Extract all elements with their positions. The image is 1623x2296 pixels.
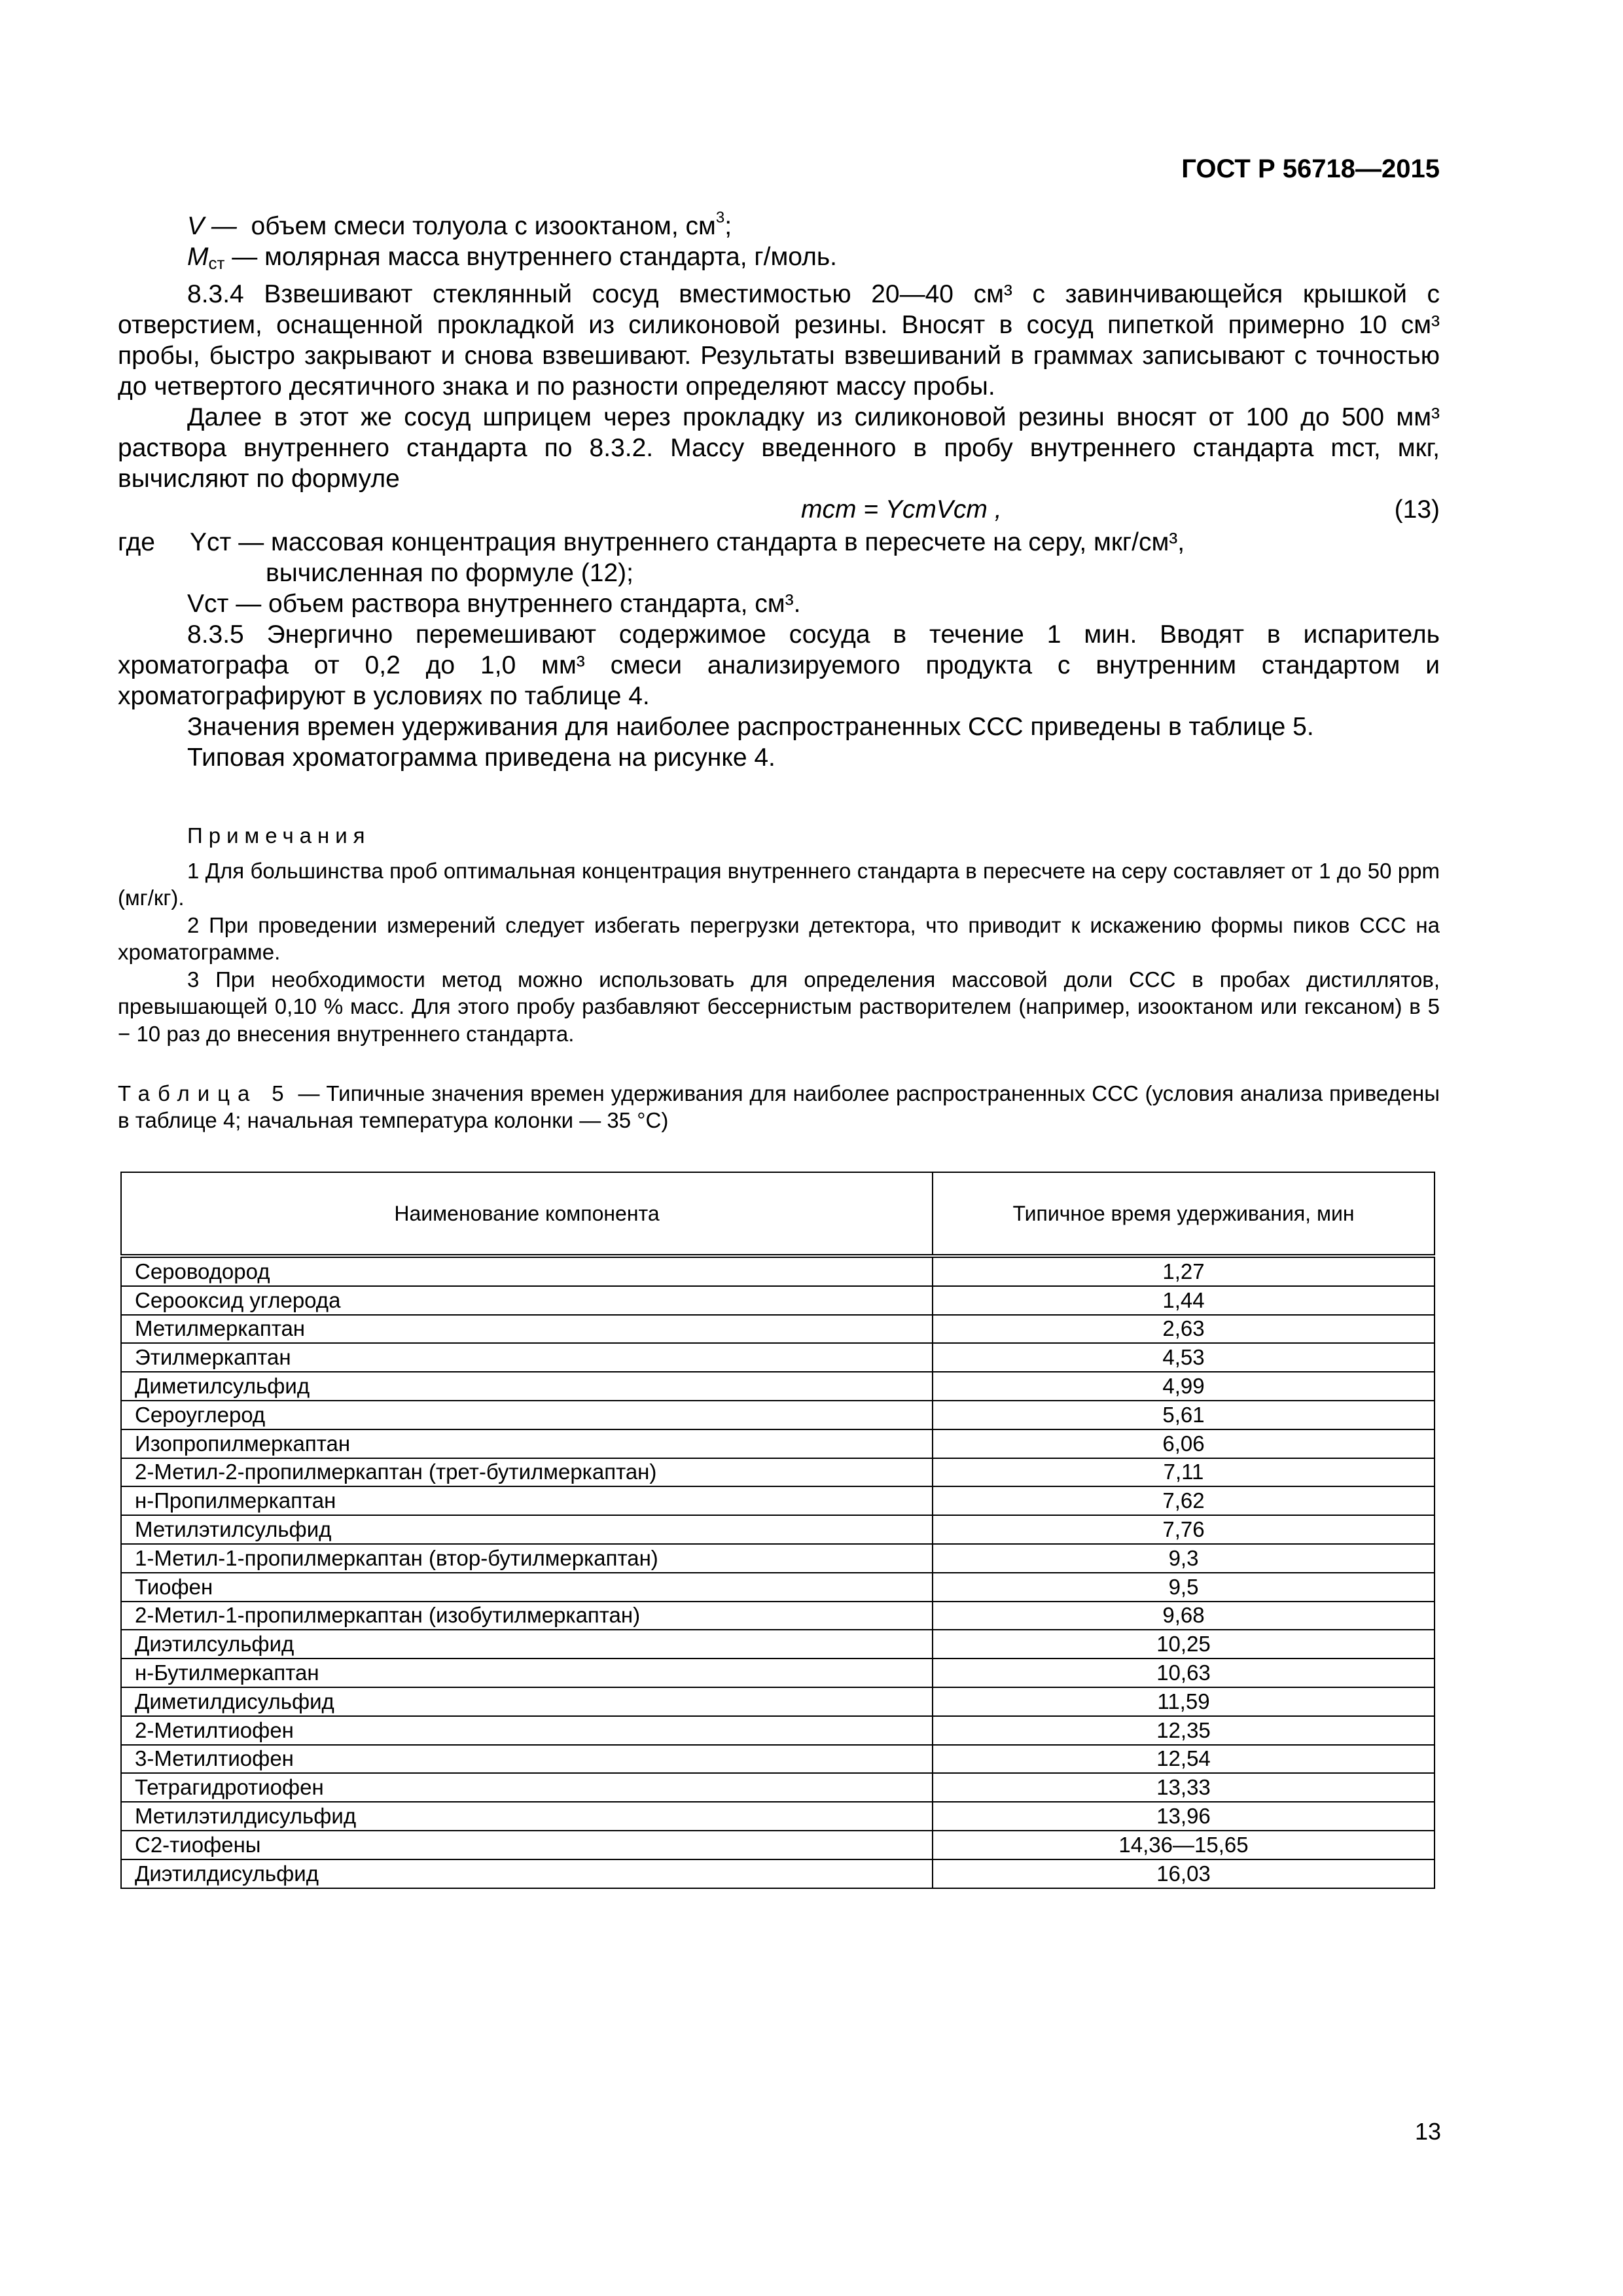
component-name-cell: Изопропилмеркаптан: [121, 1429, 933, 1458]
component-name-cell: Метилэтилдисульфид: [121, 1802, 933, 1831]
retention-time-cell: 2,63: [933, 1315, 1435, 1344]
component-name-cell: н-Пропилмеркаптан: [121, 1486, 933, 1515]
paragraph-8-3-5: 8.3.5 Энергично перемешивают содержимое сосуда в течение 1 мин. Вводят в испаритель хроматографа от 0,2 до 1,0 мм³ смеси анализируемого продукта с внутренним стандартом и хроматографируют в условиях по таблице 4.: [118, 620, 1440, 710]
table-row: [121, 1687, 1435, 1716]
component-name-cell: Диэтилсульфид: [121, 1630, 933, 1659]
v-end: ;: [724, 212, 732, 240]
component-name-cell: Сероводород: [121, 1256, 933, 1286]
main-text: [118, 211, 1440, 773]
component-name-cell: 2-Метил-2-пропилмеркаптан (трет-бутилмеркаптан): [121, 1458, 933, 1487]
retention-time-cell: 10,63: [933, 1659, 1435, 1687]
where-block: [118, 527, 1440, 588]
table-row: [121, 1659, 1435, 1687]
retention-time-cell: 14,36—15,65: [933, 1831, 1435, 1859]
note-item: 1 Для большинства проб оптимальная концентрация внутреннего стандарта в пересчете на серу составляет от 1 до 50 ppm (мг/кг).: [118, 858, 1440, 910]
table-row: [121, 1630, 1435, 1659]
table-row: [121, 1458, 1435, 1487]
component-name-cell: С2-тиофены: [121, 1831, 933, 1859]
m-symbol: M: [187, 243, 209, 271]
v-unit-sup: 3: [715, 209, 725, 226]
y-definition-line-1: Yст — массовая концентрация внутреннего стандарта в пересчете на серу, мкг/см³,: [190, 528, 1185, 556]
v-symbol: V —: [187, 212, 237, 240]
component-name-cell: Этилмеркаптан: [121, 1343, 933, 1372]
retention-time-cell: 10,25: [933, 1630, 1435, 1659]
table-row: [121, 1602, 1435, 1630]
retention-time-cell: 4,99: [933, 1372, 1435, 1401]
paragraph-typical: Типовая хроматограмма приведена на рисунке 4.: [187, 744, 776, 772]
retention-time-table: [120, 1172, 1435, 1889]
m-definition: [118, 242, 1440, 279]
retention-time-cell: 1,27: [933, 1256, 1435, 1286]
table-row: [121, 1544, 1435, 1573]
retention-time-cell: 12,35: [933, 1716, 1435, 1745]
where-label: где: [118, 528, 155, 556]
component-name-cell: Диэтилдисульфид: [121, 1859, 933, 1888]
retention-time-cell: 4,53: [933, 1343, 1435, 1372]
component-name-cell: 2-Метилтиофен: [121, 1716, 933, 1745]
formula-number: (13): [1394, 495, 1440, 524]
retention-time-cell: 13,33: [933, 1773, 1435, 1802]
v-definition: [118, 211, 1440, 242]
component-name-cell: 3-Метилтиофен: [121, 1745, 933, 1774]
y-definition-line-2: вычисленная по формуле (12);: [266, 559, 633, 587]
component-name-cell: Диметилдисульфид: [121, 1687, 933, 1716]
table-row: [121, 1315, 1435, 1344]
table-row: [121, 1716, 1435, 1745]
retention-time-cell: 9,3: [933, 1544, 1435, 1573]
component-name-cell: 2-Метил-1-пропилмеркаптан (изобутилмеркаптан): [121, 1602, 933, 1630]
retention-time-cell: 6,06: [933, 1429, 1435, 1458]
table-body: [121, 1256, 1435, 1888]
retention-time-cell: 11,59: [933, 1687, 1435, 1716]
component-name-cell: Тиофен: [121, 1573, 933, 1602]
table-caption-label: Таблица 5: [118, 1081, 292, 1105]
paragraph-8-3-4: 8.3.4 Взвешивают стеклянный сосуд вместимостью 20—40 см³ с завинчивающейся крышкой с отверстием, оснащенной прокладкой из силиконовой резины. Вносят в сосуд пипеткой примерно 10 см³ пробы, быстро закрывают и снова взвешивают. Результаты взвешиваний в граммах записывают с точностью до четвертого десятичного знака и по разности определяют массу пробы.: [118, 280, 1440, 401]
retention-time-cell: 12,54: [933, 1745, 1435, 1774]
table-row: [121, 1401, 1435, 1429]
note-item: 2 При проведении измерений следует избегать перегрузки детектора, что приводит к искажению формы пиков ССС на хроматограмме.: [118, 912, 1440, 964]
m-definition-text: — молярная масса внутреннего стандарта, г/моль.: [224, 243, 838, 271]
component-name-cell: Тетрагидротиофен: [121, 1773, 933, 1802]
component-name-cell: Сероуглерод: [121, 1401, 933, 1429]
y-definition: [190, 527, 1185, 588]
column-header-retention-time: Типичное время удерживания, мин: [933, 1172, 1435, 1256]
table-row: [121, 1515, 1435, 1544]
note-item: 3 При необходимости метод можно использовать для определения массовой доли ССС в пробах дистиллятов, превышающей 0,10 % масс. Для этого пробу разбавляют бессернистым растворителем (например, изооктаном или гексаном) в 5 − 10 раз до внесения внутреннего стандарта.: [118, 967, 1440, 1046]
retention-time-cell: 5,61: [933, 1401, 1435, 1429]
vst-definition: Vст — объем раствора внутреннего стандарта, см³.: [187, 590, 801, 618]
component-name-cell: Метилэтилсульфид: [121, 1515, 933, 1544]
table-row: [121, 1859, 1435, 1888]
formula-13: [118, 494, 1440, 527]
retention-time-cell: 16,03: [933, 1859, 1435, 1888]
column-header-component: Наименование компонента: [121, 1172, 933, 1256]
component-name-cell: 1-Метил-1-пропилмеркаптан (втор-бутилмеркаптан): [121, 1544, 933, 1573]
retention-time-cell: 1,44: [933, 1286, 1435, 1315]
table-row: [121, 1429, 1435, 1458]
paragraph-values: Значения времен удерживания для наиболее распространенных ССС приведены в таблице 5.: [187, 713, 1314, 741]
m-subscript: ст: [208, 253, 225, 273]
formula-expression: mст = YстVст ,: [801, 495, 1002, 524]
component-name-cell: Метилмеркаптан: [121, 1315, 933, 1344]
table-row: [121, 1573, 1435, 1602]
document-id: ГОСТ Р 56718—2015: [1181, 154, 1440, 183]
retention-time-cell: 7,76: [933, 1515, 1435, 1544]
table-caption: [118, 1080, 1440, 1134]
table-header-row: [121, 1172, 1435, 1256]
component-name-cell: н-Бутилмеркаптан: [121, 1659, 933, 1687]
table-caption-text: — Типичные значения времен удерживания для наиболее распространенных ССС (условия анализа приведены в таблице 4; начальная температура колонки — 35 °С): [118, 1081, 1440, 1132]
table-row: [121, 1286, 1435, 1315]
retention-time-cell: 7,11: [933, 1458, 1435, 1487]
component-name-cell: Диметилсульфид: [121, 1372, 933, 1401]
retention-time-cell: 9,5: [933, 1573, 1435, 1602]
table-row: [121, 1486, 1435, 1515]
table-row: [121, 1343, 1435, 1372]
table-row: [121, 1372, 1435, 1401]
table-row: [121, 1745, 1435, 1774]
table-row: [121, 1773, 1435, 1802]
component-name-cell: Серооксид углерода: [121, 1286, 933, 1315]
table-row: [121, 1802, 1435, 1831]
notes-title: Примечания: [187, 823, 371, 848]
notes-block: [118, 822, 1440, 1047]
retention-time-cell: 9,68: [933, 1602, 1435, 1630]
table-row: [121, 1256, 1435, 1286]
retention-time-cell: 7,62: [933, 1486, 1435, 1515]
paragraph-dalee: Далее в этот же сосуд шприцем через прокладку из силиконовой резины вносят от 100 до 500 мм³ раствора внутреннего стандарта по 8.3.2. Массу введенного в пробу внутреннего стандарта mст, мкг, вычисляют по формуле: [118, 403, 1440, 493]
page-number: 13: [1414, 2118, 1441, 2145]
table-row: [121, 1831, 1435, 1859]
retention-time-cell: 13,96: [933, 1802, 1435, 1831]
v-definition-text: объем смеси толуола с изооктаном, см: [236, 212, 716, 240]
